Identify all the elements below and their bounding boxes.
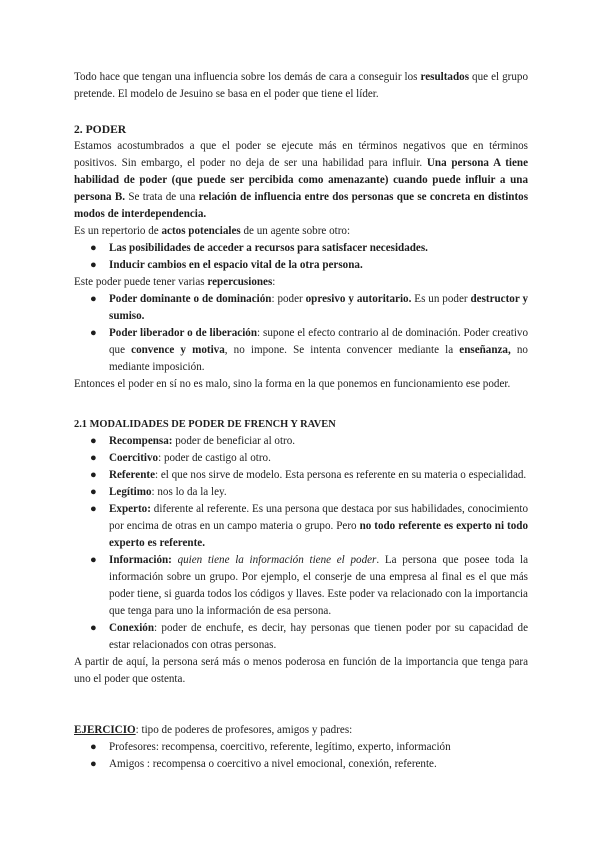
bullet-icon: ● [90,327,97,339]
poder-paragraph-4: Entonces el poder en sí no es malo, sino la forma en la que ponemos en funcionamiento ese poder. [74,378,511,390]
list-item: ● Legítimo: nos lo da la ley. [74,484,528,501]
bullet-icon: ● [90,259,97,271]
section-ejercicio [74,722,528,773]
list-item: ● Inducir cambios en el espacio vital de la otra persona. [74,257,528,274]
intro-paragraph [74,69,528,103]
list-item: ● Poder liberador o de liberación: supone el efecto contrario al de dominación. Poder creativo que convence y motiva, no impone. Se intenta convencer mediante la enseñanza, no mediante imposición. [90,327,528,373]
section-heading-modalidades: 2.1 MODALIDADES DE PODER DE FRENCH Y RAVEN [74,419,336,430]
repercussions-list [74,291,528,376]
bullet-icon: ● [90,469,97,481]
list-item: ● Experto: diferente al referente. Es una persona que destaca por sus habilidades, conocimiento por encima de otras en un campo materia o grupo. Pero no todo referente es experto ni todo experto es referente. [90,503,528,549]
ejercicio-list [74,739,528,773]
list-item: ● Poder dominante o de dominación: poder opresivo y autoritario. Es un poder destructor y sumiso. [90,293,529,322]
bullet-icon: ● [90,503,97,515]
modalidades-list [74,433,528,654]
list-item: ● Amigos : recompensa o coercitivo a nivel emocional, conexión, referente. [74,756,528,773]
bullet-icon: ● [90,242,97,254]
list-item: ● Conexión: poder de enchufe, es decir, hay personas que tienen poder por su capacidad de estar relacionados con otras personas. [90,622,528,651]
poder-paragraph-1: Estamos acostumbrados a que el poder se ejecute más en términos negativos que en términos positivos. Sin embargo, el poder no deja de ser una habilidad para influir. Una persona A tiene habilidad de poder (que puede ser percibida como amenazante) cuando puede influir a una persona B. Se trata de una relación de influencia entre dos personas que se concreta en distintos modos de interdependencia. [74,140,529,220]
list-item: ● Las posibilidades de acceder a recursos para satisfacer necesidades. [74,240,528,257]
bullet-icon: ● [90,758,97,770]
ejercicio-intro: EJERCICIO: tipo de poderes de profesores, amigos y padres: [74,724,353,736]
list-item: ● Recompensa: poder de beneficiar al otro. [74,433,528,450]
bullet-icon: ● [90,452,97,464]
bullet-icon: ● [90,741,97,753]
bullet-icon: ● [90,622,97,634]
modalidades-closing: A partir de aquí, la persona será más o menos poderosa en función de la importancia que tenga para uno el poder que ostenta. [74,656,528,685]
bullet-icon: ● [90,486,97,498]
list-item: ● Referente: el que nos sirve de modelo. Esta persona es referente en su materia o especialidad. [74,467,528,484]
intro-bold: resultados [420,71,470,83]
poder-paragraph-3: Este poder puede tener varias repercusiones: [74,276,276,288]
bullet-icon: ● [90,293,97,305]
bullet-icon: ● [90,435,97,447]
list-item: ● Coercitivo: poder de castigo al otro. [74,450,528,467]
bullet-icon: ● [90,554,97,566]
intro-text-end: que el grupo pretende. El modelo de Jesuino se basa en el poder que tiene el líder. [74,71,528,100]
intro-text: Todo hace que tengan una influencia sobre los demás de cara a conseguir los [74,71,421,83]
list-item: ● Profesores: recompensa, coercitivo, referente, legítimo, experto, información [74,739,528,756]
list-item: ● Información: quien tiene la información tiene el poder. La persona que posee toda la información sobre un grupo. Por ejemplo, el conserje de una empresa al final es el que más poder tiene, si guarda todos los códigos y llaves. Este poder va relacionado con la importancia que tenga para uno la información de esa persona. [90,554,529,617]
section-heading-poder: 2. PODER [74,123,127,136]
section-poder [74,121,528,393]
ejercicio-label: EJERCICIO [74,724,136,736]
potential-acts-list [74,240,528,274]
section-modalidades [74,416,528,688]
poder-paragraph-2: Es un repertorio de actos potenciales de un agente sobre otro: [74,225,351,237]
